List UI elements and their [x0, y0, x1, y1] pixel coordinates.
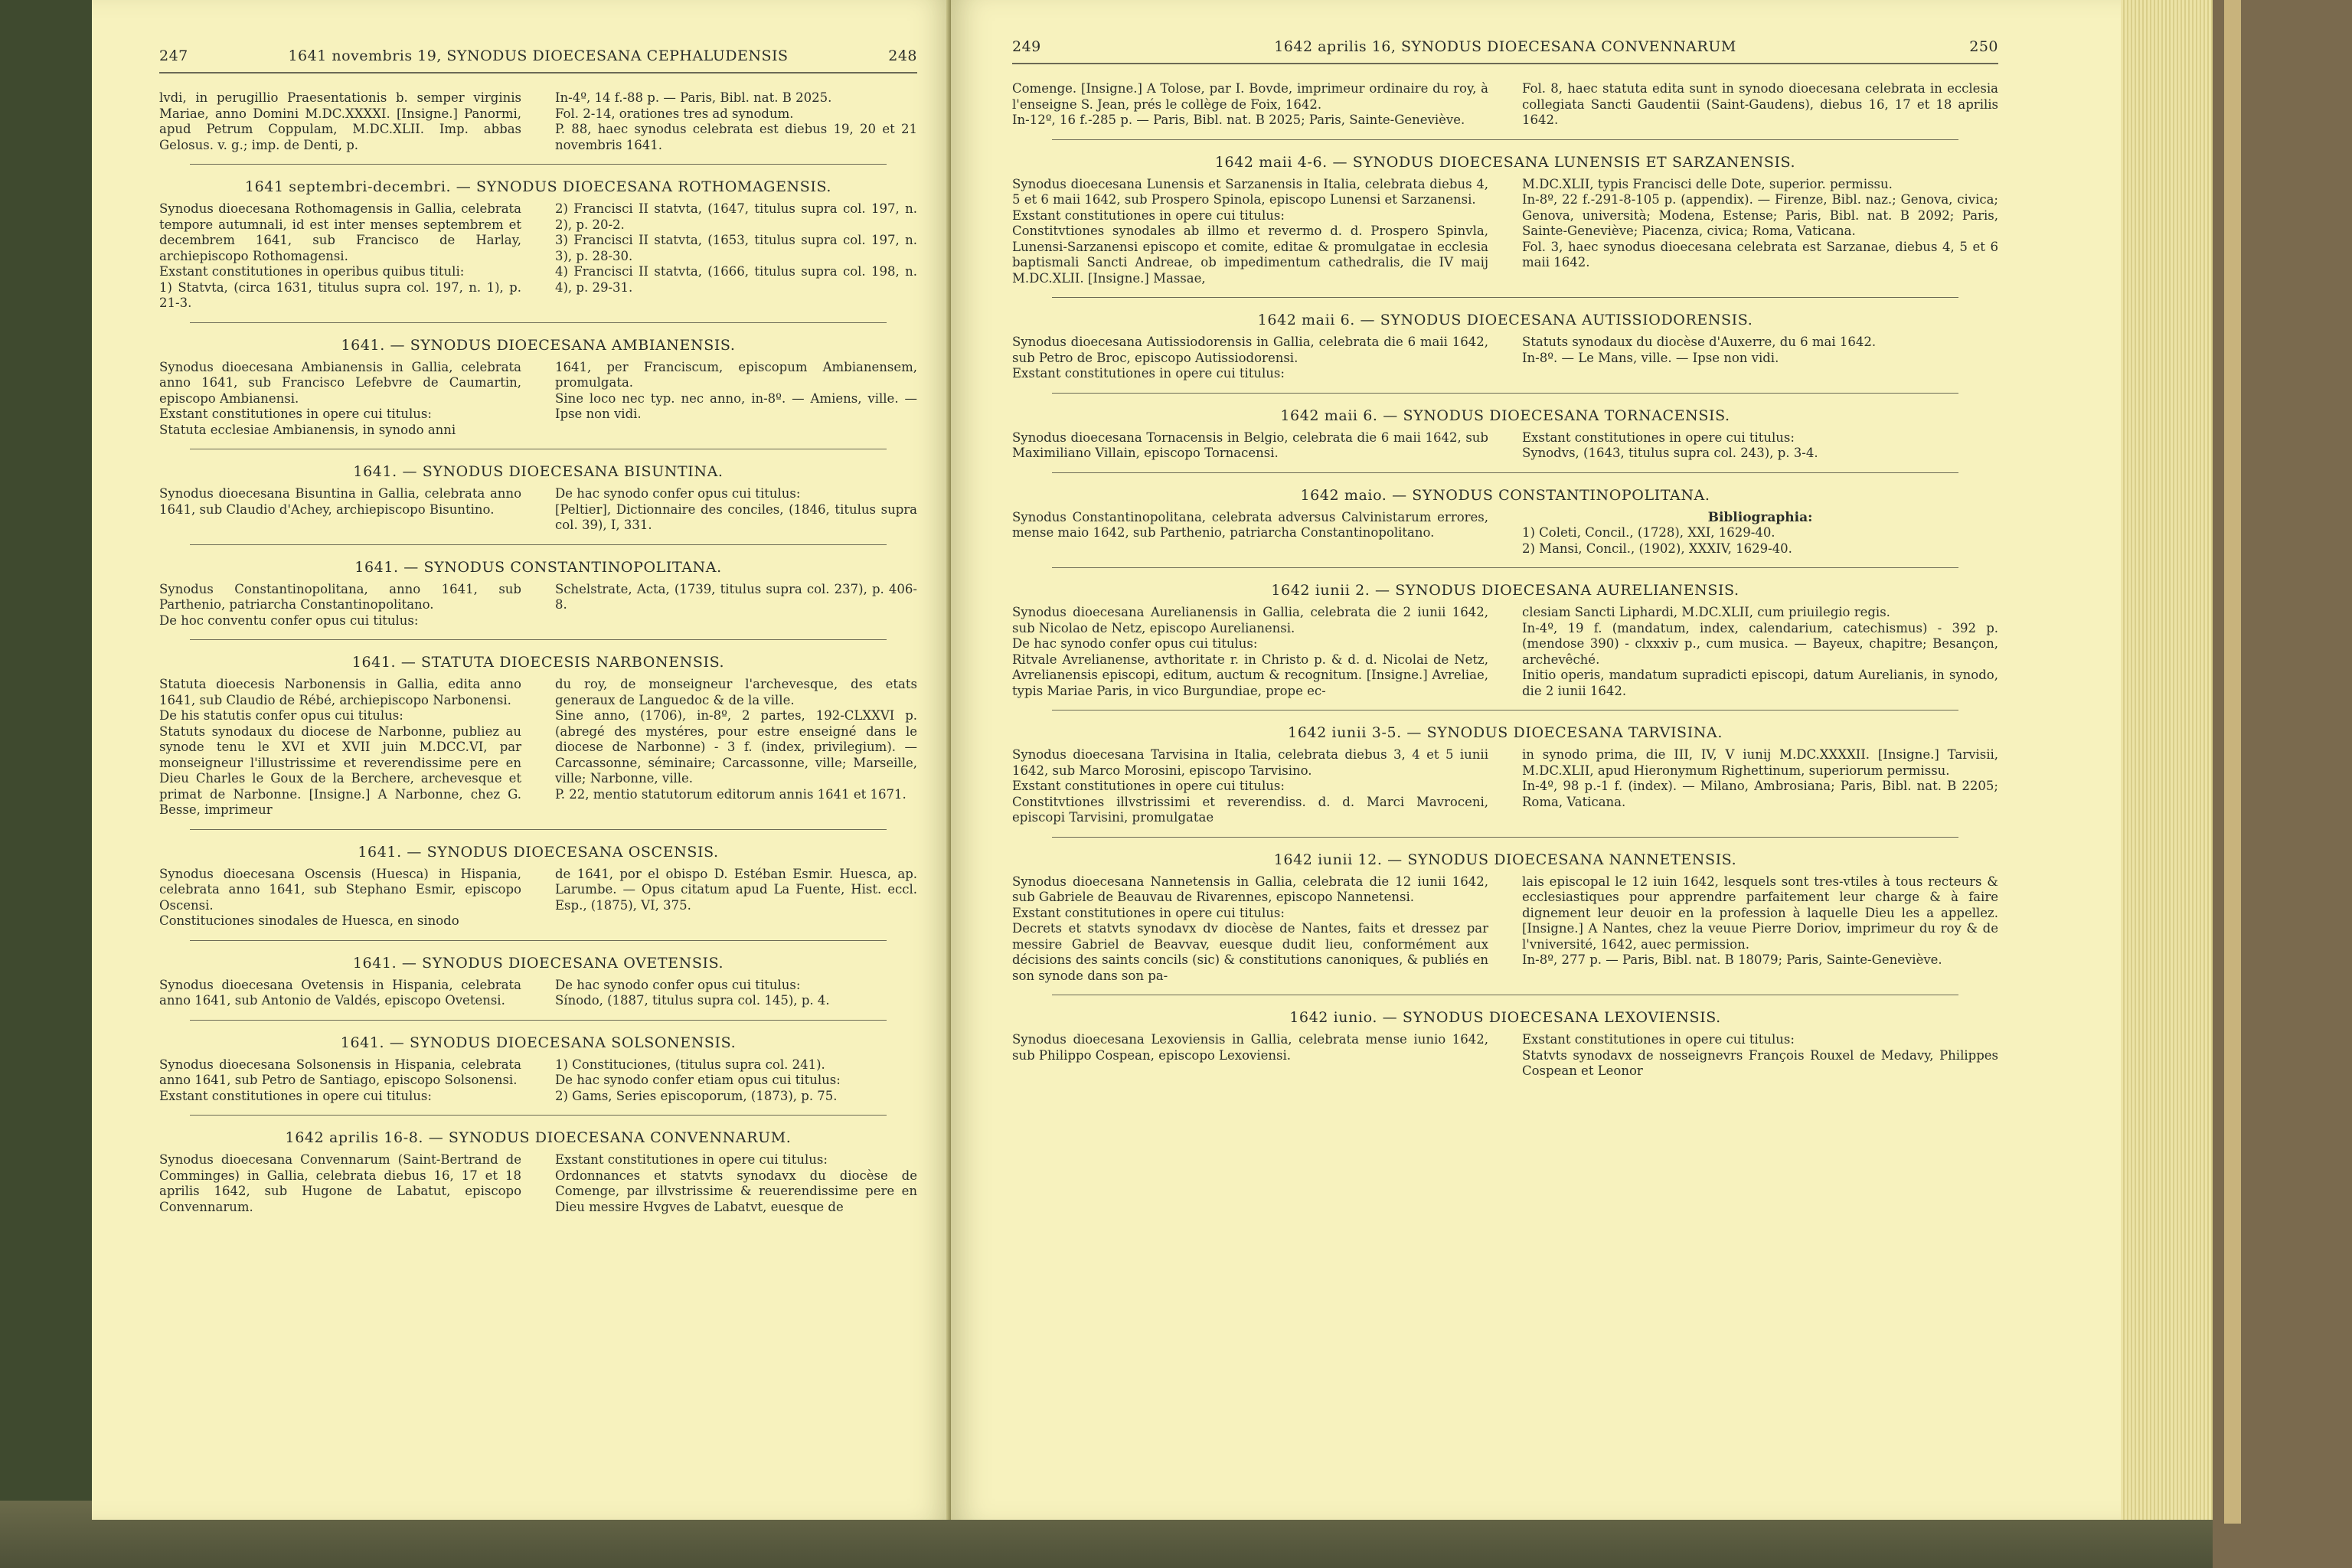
entry-text-left: lvdi, in perugillio Praesentationis b. semper virginis Mariae, anno Domini M.DC.XXXXI. [Insigne.] Panormi, apud Petrum Coppulam, M.DC.XLII. Imp. abbas Gelosus. v. g.; imp. de Denti, p. — [159, 90, 521, 152]
entry-text-right: du roy, de monseigneur l'archevesque, des etats generaux de Languedoc & de la ville. Sine anno, (1706), in-8º, 2 partes, 192-CLXXVI p. (abregé des mystéres, pour estre enseigné dans le diocese de Narbonne) - 3 f. (index, privilegium). — Carcassonne, séminaire; Carcassonne, ville; Marseille, ville; Narbonne, ville. P. 22, mentio statutorum editorum annis 1641 et 1671. — [555, 677, 917, 802]
entry-text-right: in synodo prima, die III, IV, V iunij M.DC.XXXXII. [Insigne.] Tarvisii, M.DC.XLII, apud Hieronymum Righettinum, superiorum permissu. In-4º, 98 p.-1 f. (index). — Milano, Ambrosiana; Paris, Bibl. nat. B 2205; Roma, Vaticana. — [1522, 747, 1998, 809]
entry-constantinopolitana-1642 — [1012, 487, 1998, 557]
entry-text-right: 1) Coleti, Concil., (1728), XXI, 1629-40. 2) Mansi, Concil., (1902), XXXIV, 1629-40. — [1522, 525, 1792, 556]
entry-oscensis — [159, 844, 917, 929]
page-number-250: 250 — [1969, 38, 1998, 55]
entry-text-right: Schelstrate, Acta, (1739, titulus supra col. 237), p. 406-8. — [555, 581, 917, 612]
entry-text-right: clesiam Sancti Liphardi, M.DC.XLII, cum priuilegio regis. In-4º, 19 f. (mandatum, index, calendarium, catechismus) - 392 p. (mendose 390) - clxxxiv p., cum musica. — Bayeux, chapitre; Besançon, archevêché. Initio operis, mandatum supradicti episcopi, datum Aurelianis, in synodo, die 2 iunii 1642. — [1522, 605, 1998, 698]
divider — [190, 1115, 887, 1116]
entry-text-right: M.DC.XLII, typis Francisci delle Dote, superior. permissu. In-8º, 22 f.-291-8-105 p. (appendix). — Firenze, Bibl. naz.; Genova, civica; Genova, università; Modena, Estense; Paris, Bibl. nat. B 2092; Paris, Sainte-Geneviève; Piacenza, civica; Roma, Vaticana. Fol. 3, haec synodus dioecesana celebrata est Sarzanae, diebus 4, 5 et 6 maii 1642. — [1522, 176, 1998, 270]
entry-text-left: Comenge. [Insigne.] A Tolose, par I. Bovde, imprimeur ordinaire du roy, à l'enseigne S. Jean, prés le collège de Foix, 1642. In-12º, 16 f.-285 p. — Paris, Bibl. nat. B 2025; Paris, Sainte-Geneviève. — [1012, 81, 1488, 127]
entry-text-right: Exstant constitutiones in opere cui titulus: Statvts synodavx de nosseignevrs François Rouxel de Medavy, Philippes Cospean et Leonor — [1522, 1032, 1998, 1078]
entry-nannetensis — [1012, 851, 1998, 985]
entry-text-left: Synodus dioecesana Convennarum (Saint-Bertrand de Comminges) in Gallia, celebrata diebus 16, 17 et 18 aprilis 1642, sub Hugone de Labatut, episcopo Convennarum. — [159, 1152, 521, 1214]
entry-text-left: Synodus dioecesana Solsonensis in Hispania, celebrata anno 1641, sub Petro de Santiago, episcopo Solsonensi. Exstant constitutiones in opere cui titulus: — [159, 1057, 521, 1103]
page-edges — [2121, 0, 2213, 1520]
entry-heading: 1641. — STATUTA DIOECESIS NARBONENSIS. — [351, 654, 725, 671]
divider — [1052, 297, 1959, 298]
entry-text-right: Statuts synodaux du diocèse d'Auxerre, du 6 mai 1642. In-8º. — Le Mans, ville. — Ipse non vidi. — [1522, 335, 1877, 365]
entry-heading: 1641. — SYNODUS DIOECESANA OSCENSIS. — [358, 843, 719, 861]
entry-heading: 1642 maii 4-6. — SYNODUS DIOECESANA LUNENSIS ET SARZANENSIS. — [1214, 153, 1796, 171]
divider — [190, 322, 887, 323]
entry-tarvisina — [1012, 724, 1998, 826]
entry-text-right: In-4º, 14 f.-88 p. — Paris, Bibl. nat. B 2025. Fol. 2-14, orationes tres ad synodum. P. 88, haec synodus celebrata est diebus 19, 20 et 21 novembris 1641. — [555, 90, 917, 152]
entry-convennarum — [159, 1129, 917, 1215]
divider — [1052, 139, 1959, 140]
entry-heading: 1642 maii 6. — SYNODUS DIOECESANA TORNACENSIS. — [1280, 407, 1730, 424]
entry-autissiodorensis — [1012, 312, 1998, 382]
divider — [1052, 393, 1959, 394]
entry-cephaludensis-cont — [159, 90, 917, 153]
entry-aurelianensis — [1012, 582, 1998, 699]
entry-text-left: Synodus Constantinopolitana, anno 1641, sub Parthenio, patriarcha Constantinopolitano. De hoc conventu confer opus cui titulus: — [159, 581, 521, 628]
entry-ambianensis — [159, 337, 917, 439]
entry-text-right: lais episcopal le 12 iuin 1642, lesquels sont tres-vtiles à tous recteurs & ecclesiastiques pour apprendre parfaitement leur charge & à faire dignement leur deuoir en la profession à laquelle Dieu les a appellez. [Insigne.] A Nantes, chez la veuue Pierre Doriov, imprimeur du roy & de l'vniversité, 1642, auec permission. In-8º, 277 p. — Paris, Bibl. nat. B 18079; Paris, Sainte-Geneviève. — [1522, 874, 1998, 967]
divider — [190, 639, 887, 640]
entry-text-right: Exstant constitutiones in opere cui titulus: Ordonnances et statvts synodavx du diocèse de Comenge, par illvstrissime & reuerendissime pere en Dieu messire Hvgves de Labatvt, euesque de — [555, 1152, 917, 1214]
entry-convennarum-cont — [1012, 81, 1998, 129]
entry-heading: 1641. — SYNODUS DIOECESANA OVETENSIS. — [352, 954, 724, 972]
entry-heading: 1641. — SYNODUS DIOECESANA BISUNTINA. — [353, 463, 724, 480]
entry-text-left: Statuta dioecesis Narbonensis in Gallia, edita anno 1641, sub Claudio de Rébé, archiepiscopo Narbonensi. De his statutis confer opus cui titulus: Statuts synodaux du diocese de Narbonne, publiez au synode tenu le XVI et XVII juin M.DCC.VI, par monseigneur l'illustrissime et reverendissime pere en Dieu Charles le Goux de la Berchere, archevesque et primat de Narbonne. [Insigne.] A Narbonne, chez G. Besse, imprimeur — [159, 677, 521, 817]
left-running-title: 1641 novembris 19, SYNODUS DIOECESANA CEPHALUDENSIS — [288, 47, 789, 64]
entry-heading: 1642 iunii 3-5. — SYNODUS DIOECESANA TARVISINA. — [1288, 724, 1723, 741]
entry-text-right: De hac synodo confer opus cui titulus: Sínodo, (1887, titulus supra col. 145), p. 4. — [555, 977, 830, 1008]
entry-solsonensis — [159, 1034, 917, 1105]
entry-heading: 1642 maii 6. — SYNODUS DIOECESANA AUTISSIODORENSIS. — [1257, 312, 1753, 328]
entry-narbonensis — [159, 654, 917, 818]
entry-heading: 1642 aprilis 16-8. — SYNODUS DIOECESANA CONVENNARUM. — [285, 1129, 792, 1146]
divider — [1052, 567, 1959, 568]
entry-text-right: 1) Constituciones, (titulus supra col. 241). De hac synodo confer etiam opus cui titulus: 2) Gams, Series episcoporum, (1873), p. 75. — [555, 1057, 841, 1103]
entry-text-right: Fol. 8, haec statuta edita sunt in synodo dioecesana celebrata in ecclesia collegiata Sancti Gaudentii (Saint-Gaudens), diebus 16, 17 et 18 aprilis 1642. — [1522, 81, 1998, 127]
entry-text-right: De hac synodo confer opus cui titulus: [Peltier], Dictionnaire des conciles, (1846, titulus supra col. 39), I, 331. — [555, 486, 917, 532]
entry-heading: 1642 iunii 12. — SYNODUS DIOECESANA NANNETENSIS. — [1273, 851, 1737, 868]
divider — [190, 544, 887, 545]
entry-lunensis — [1012, 154, 1998, 287]
divider — [190, 164, 887, 165]
entry-text-left: Synodus dioecesana Lexoviensis in Gallia, celebrata mense iunio 1642, sub Philippo Cospean, episcopo Lexoviensi. — [1012, 1032, 1488, 1063]
entry-text-left: Synodus dioecesana Rothomagensis in Gallia, celebrata tempore autumnali, id est inter menses septembrem et decembrem 1641, sub Francisco de Harlay, archiepiscopo Rothomagensi. Exstant constitutiones in operibus quibus tituli: 1) Statvta, (circa 1631, titulus supra col. 197, n. 1), p. 21-3. — [159, 201, 521, 310]
entry-heading: 1641 septembri-decembri. — SYNODUS DIOECESANA ROTHOMAGENSIS. — [244, 178, 832, 195]
entry-constantinopolitana-1641 — [159, 559, 917, 629]
divider — [190, 940, 887, 941]
entry-text-left: Synodus dioecesana Nannetensis in Gallia, celebrata die 12 iunii 1642, sub Gabriele de Beauvau de Rivarennes, episcopo Nannetensi. Exstant constitutiones in opere cui titulus: Decrets et statvts synodavx dv diocèse de Nantes, faits et dressez par messire Gabriel de Beavvav, euesque dudit lieu, conformément aux décisions des saints concils (sic) & constitutions canoniques, & publiés en son synode dans son pa- — [1012, 874, 1488, 983]
entry-heading: 1641. — SYNODUS DIOECESANA AMBIANENSIS. — [341, 336, 736, 354]
right-running-title: 1642 aprilis 16, SYNODUS DIOECESANA CONVENNARUM — [1274, 38, 1736, 55]
entry-tornacensis — [1012, 407, 1998, 462]
entry-text-left: Synodus dioecesana Autissiodorensis in Gallia, celebrata die 6 maii 1642, sub Petro de Broc, episcopo Autissiodorensi. Exstant constitutiones in opere cui titulus: — [1012, 335, 1488, 381]
entry-text-left: Synodus dioecesana Lunensis et Sarzanensis in Italia, celebrata diebus 4, 5 et 6 maii 1642, sub Prospero Spinola, episcopo Lunensi et Sarzanensi. Exstant constitutiones in opere cui titulus: Constitvtiones synodales ab illmo et revermo d. d. Prospero Spinvla, Lunensi-Sarzanensi episcopo et comite, editae & promulgatae in ecclesia baptismali Sancti Andreae, ob impedimentum cathedralis, die IV maij M.DC.XLII. [Insigne.] Massae, — [1012, 176, 1488, 286]
entry-heading: 1642 iunio. — SYNODUS DIOECESANA LEXOVIENSIS. — [1289, 1009, 1721, 1026]
entry-text-right: 1641, per Franciscum, episcopum Ambianensem, promulgata. Sine loco nec typ. nec anno, in-8º. — Amiens, ville. — Ipse non vidi. — [555, 359, 917, 421]
entry-text-right: Exstant constitutiones in opere cui titulus: Synodvs, (1643, titulus supra col. 243), p. 3-4. — [1522, 430, 1818, 460]
entry-lexoviensis — [1012, 1009, 1998, 1080]
page-number-249: 249 — [1012, 38, 1041, 55]
entry-text-left: Synodus dioecesana Aurelianensis in Gallia, celebrata die 2 iunii 1642, sub Nicolao de Netz, episcopo Aurelianensi. De hac synodo confer opus cui titulus: Ritvale Avrelianense, avthoritate r. in Christo p. & d. d. Nicolai de Netz, Avrelianensis episcopi, editum, auctum & recognitum. [Insigne.] Avreliae, typis Mariae Paris, in vico Burgundiae, prope ec- — [1012, 605, 1488, 698]
divider — [190, 1020, 887, 1021]
entry-heading: 1642 iunii 2. — SYNODUS DIOECESANA AURELIANENSIS. — [1271, 582, 1740, 599]
entry-heading: 1641. — SYNODUS DIOECESANA SOLSONENSIS. — [340, 1034, 737, 1051]
book-cover-edge — [2224, 0, 2241, 1524]
entry-text-left: Synodus dioecesana Oscensis (Huesca) in Hispania, celebrata anno 1641, sub Stephano Esmir, episcopo Oscensi. Constituciones sinodales de Huesca, en sinodo — [159, 866, 521, 928]
left-page — [92, 0, 951, 1520]
entry-text-left: Synodus dioecesana Bisuntina in Gallia, celebrata anno 1641, sub Claudio d'Achey, archiepiscopo Bisuntino. — [159, 486, 521, 517]
divider — [190, 829, 887, 830]
left-running-head — [159, 47, 917, 74]
bibliographia-label: Bibliographia: — [1707, 509, 1813, 525]
entry-heading: 1642 maio. — SYNODUS CONSTANTINOPOLITANA. — [1300, 486, 1710, 504]
entry-heading: 1641. — SYNODUS CONSTANTINOPOLITANA. — [354, 558, 722, 576]
right-page — [951, 0, 2121, 1520]
entry-text-left: Synodus dioecesana Ovetensis in Hispania, celebrata anno 1641, sub Antonio de Valdés, episcopo Ovetensi. — [159, 977, 521, 1008]
right-running-head — [1012, 38, 1998, 64]
entry-text-left: Synodus dioecesana Tornacensis in Belgio, celebrata die 6 maii 1642, sub Maximiliano Villain, episcopo Tornacensi. — [1012, 430, 1488, 460]
entry-ovetensis — [159, 955, 917, 1009]
entry-text-right: de 1641, por el obispo D. Estéban Esmir. Huesca, ap. Larumbe. — Opus citatum apud La Fuente, Hist. eccl. Esp., (1875), VI, 375. — [555, 866, 917, 913]
divider — [1052, 472, 1959, 473]
entry-text-left: Synodus dioecesana Tarvisina in Italia, celebrata diebus 3, 4 et 5 iunii 1642, sub Marco Morosini, episcopo Tarvisino. Exstant constitutiones in opere cui titulus: Constitvtiones illvstrissimi et reverendiss. d. d. Marci Mavroceni, episcopi Tarvisini, promulgatae — [1012, 747, 1488, 825]
entry-text-left: Synodus dioecesana Ambianensis in Gallia, celebrata anno 1641, sub Francisco Lefebvre de Caumartin, episcopo Ambianensi. Exstant constitutiones in opere cui titulus: Statuta ecclesiae Ambianensis, in synodo anni — [159, 359, 521, 437]
page-number-248: 248 — [888, 47, 917, 64]
entry-text-left: Synodus Constantinopolitana, celebrata adversus Calvinistarum errores, mense maio 1642, sub Parthenio, patriarcha Constantinopolitano. — [1012, 509, 1488, 540]
entry-rothomagensis — [159, 178, 917, 312]
page-number-247: 247 — [159, 47, 188, 64]
entry-bisuntina — [159, 463, 917, 534]
divider — [1052, 837, 1959, 838]
entry-text-right: 2) Francisci II statvta, (1647, titulus supra col. 197, n. 2), p. 20-2. 3) Francisci II statvta, (1653, titulus supra col. 197, n. 3), p. 28-30. 4) Francisci II statvta, (1666, titulus supra col. 198, n. 4), p. 29-31. — [555, 201, 917, 295]
